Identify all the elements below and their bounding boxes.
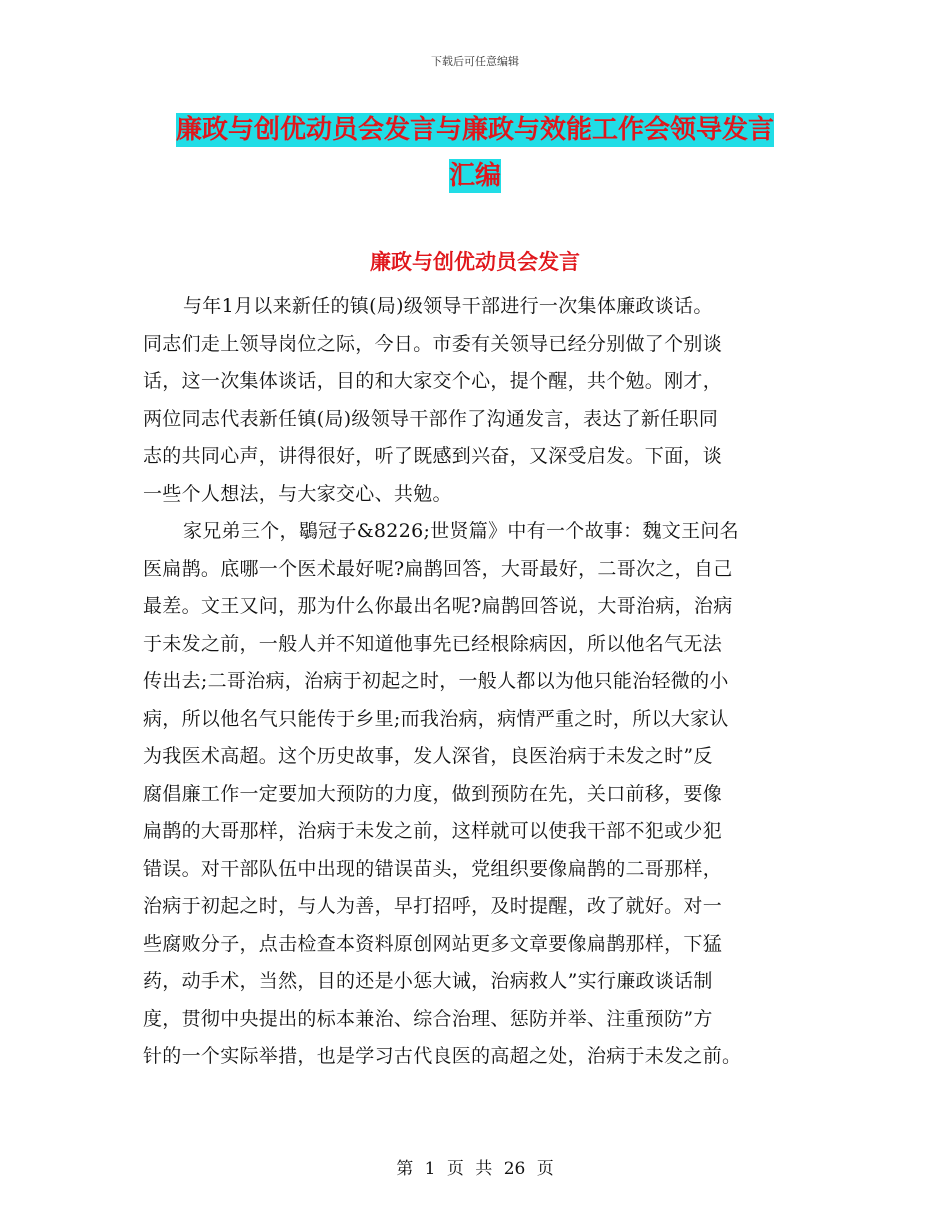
header-note: 下载后可任意编辑 bbox=[431, 55, 519, 68]
document-title-line-2: 汇编 bbox=[448, 161, 501, 191]
paragraph-1-line: 同志们走上领导岗位之际，今日。市委有关领导已经分别做了个别谈 bbox=[143, 332, 723, 355]
paragraph-2-line: 针的一个实际举措，也是学习古代良医的高超之处，治病于未发之前。 bbox=[143, 1045, 742, 1067]
paragraph-1-line: 两位同志代表新任镇(局)级领导干部作了沟通发言，表达了新任职同 bbox=[143, 407, 719, 430]
paragraph-2-line: 度，贯彻中央提出的标本兼治、综合治理、惩防并举、注重预防”方 bbox=[143, 1007, 713, 1030]
paragraph-2-line: 治病于初起之时，与人为善，早打招呼，及时提醒，改了就好。对一 bbox=[143, 895, 723, 917]
paragraph-1-line: 志的共同心声，讲得很好，听了既感到兴奋，又深受启发。下面，谈 bbox=[143, 445, 723, 467]
paragraph-2-line: 些腐败分子，点击检查本资料原创网站更多文章要像扁鹊那样，下猛 bbox=[143, 932, 723, 955]
paragraph-2-line: 错误。对干部队伍中出现的错误苗头，党组织要像扁鹊的二哥那样， bbox=[143, 857, 723, 880]
paragraph-2-line: 最差。文王又问，那为什么你最出名呢?扁鹊回答说，大哥治病，治病 bbox=[143, 595, 733, 617]
paragraph-2-line: 药，动手术，当然，目的还是小惩大诫，治病救人”实行廉政谈话制 bbox=[143, 970, 713, 992]
paragraph-2-line: 病，所以他名气只能传于乡里;而我治病，病情严重之时，所以大家认 bbox=[143, 707, 729, 730]
paragraph-1-line: 话，这一次集体谈话，目的和大家交个心，提个醒，共个勉。刚才， bbox=[143, 370, 723, 392]
paragraph-2-line: 医扁鹊。底哪一个医术最好呢?扁鹊回答，大哥最好，二哥次之，自己 bbox=[143, 557, 733, 580]
page-number-footer: 第 1 页 共 26 页 bbox=[396, 1159, 554, 1179]
paragraph-2-line: 家兄弟三个，鶡冠子&8226;世贤篇》中有一个故事：魏文王问名 bbox=[183, 520, 739, 542]
paragraph-2-line: 腐倡廉工作一定要加大预防的力度，做到预防在先，关口前移，要像 bbox=[143, 782, 723, 805]
document-title bbox=[130, 107, 820, 199]
paragraph-2-line: 传出去;二哥治病，治病于初起之时，一般人都以为他只能治轻微的小 bbox=[143, 670, 729, 692]
paragraph-1-line: 与年1月以来新任的镇(局)级领导干部进行一次集体廉政谈话。 bbox=[183, 295, 713, 317]
body-text bbox=[143, 288, 813, 1076]
paragraph-1-line: 一些个人想法，与大家交心、共勉。 bbox=[143, 482, 452, 505]
paragraph-2-line: 于未发之前，一般人并不知道他事先已经根除病因，所以他名气无法 bbox=[143, 632, 723, 655]
document-title-line-1: 廉政与创优动员会发言与廉政与效能工作会领导发言 bbox=[175, 115, 774, 145]
paragraph-2-line: 为我医术高超。这个历史故事，发人深省，良医治病于未发之时”反 bbox=[143, 745, 713, 767]
paragraph-2-line: 扁鹊的大哥那样，治病于未发之前，这样就可以使我干部不犯或少犯 bbox=[143, 820, 723, 842]
section-title: 廉政与创优动员会发言 bbox=[370, 250, 580, 274]
